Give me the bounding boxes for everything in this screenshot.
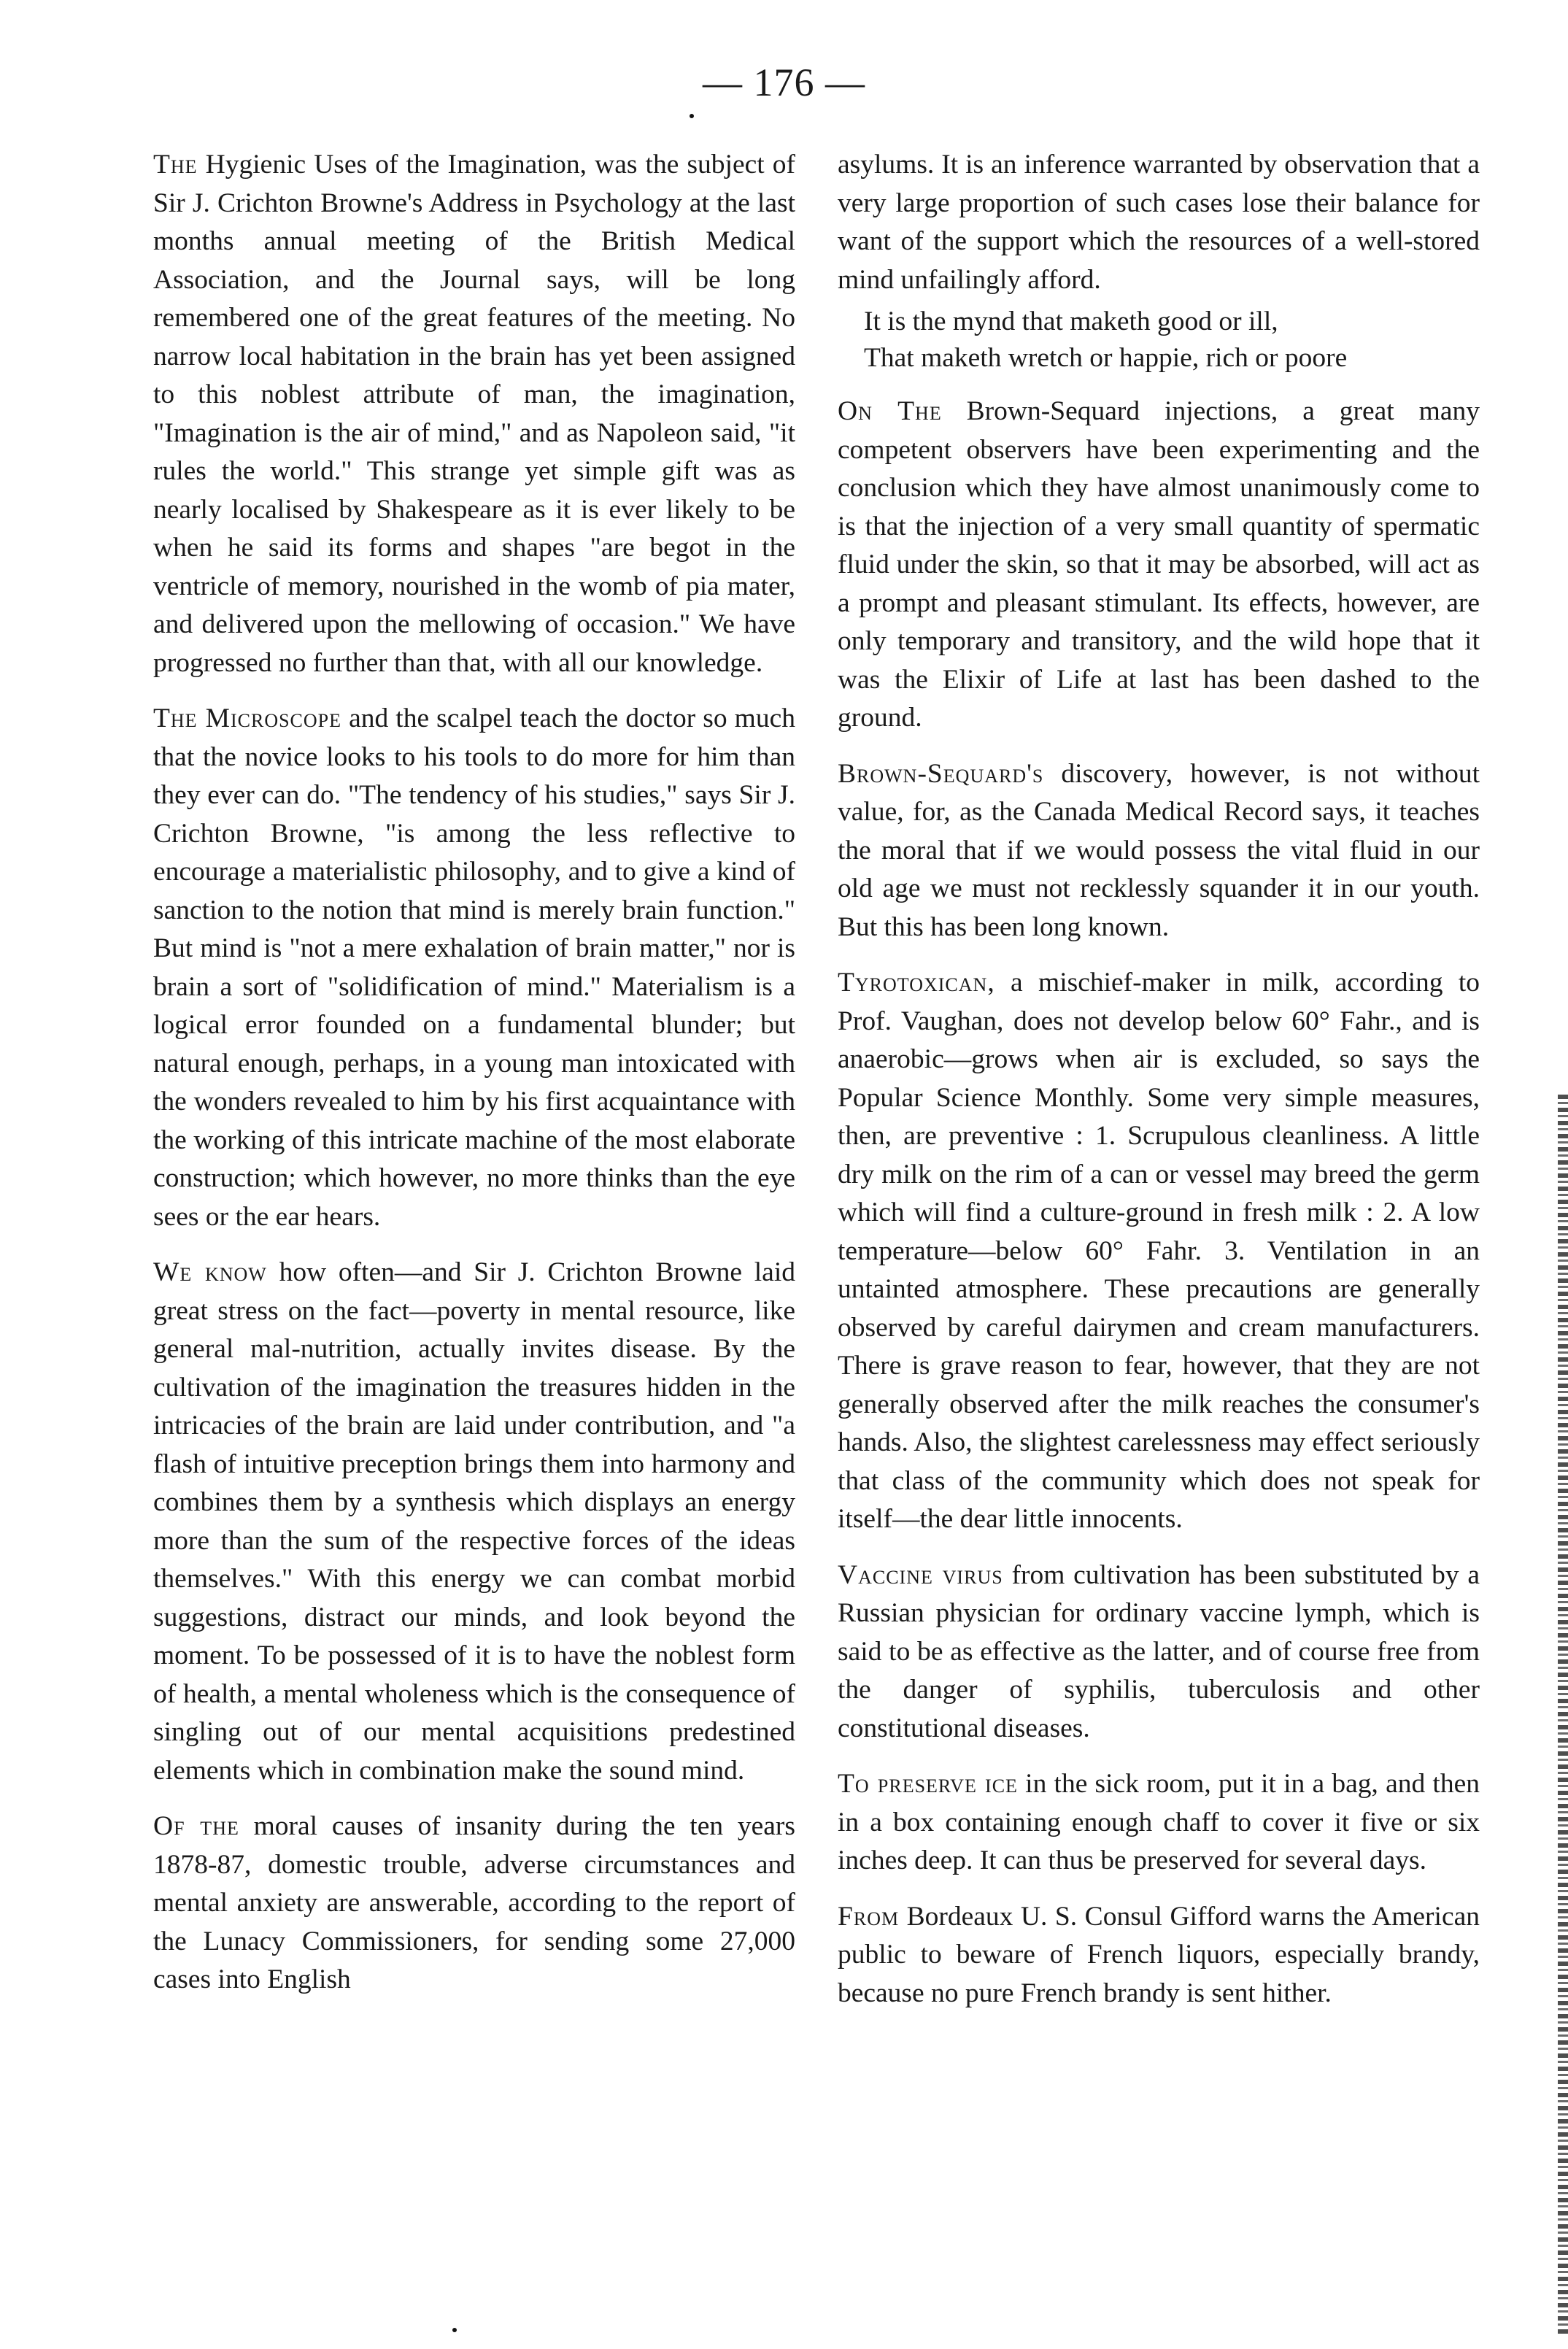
article-preserve-ice: [838, 1765, 1480, 1881]
lead-in: The: [153, 150, 198, 180]
paragraph-text: Bordeaux U. S. Consul Gifford warns the American public to beware of French liquors, especially brandy, because no pure French brandy is sent hither.: [838, 1901, 1480, 2008]
paragraph-text: in the sick room, put it in a bag, and then in a box containing enough chaff to cover it five or six inches deep. It can thus be preserved for several days.: [838, 1769, 1480, 1875]
paragraph-text: discovery, however, is not without value, for, as the Canada Medical Record says, it teaches the moral that if we would possess the vital fluid in our old age we must not recklessly squander it in our youth. But this has been long known.: [838, 758, 1480, 942]
lead-in: From: [838, 1901, 900, 1932]
article-tyrotoxican: [838, 964, 1480, 1539]
paragraph-text: moral causes of insanity during the ten years 1878-87, domestic trouble, adverse circumstances and mental anxiety are answerable, according to the report of the Lunacy Commissioners, for sending some 27,000 cases into English: [153, 1811, 795, 1994]
scan-speck: [690, 114, 694, 118]
left-column: [153, 146, 795, 2017]
paragraph-text: how often—and Sir J. Crichton Browne laid great stress on the fact—poverty in mental resource, like general mal-nutrition, actually invites disease. By the cultivation of the imagination the treasures hidden in the intricacies of the brain are laid under contribution, and "a flash of intuitive preception brings them into harmony and combines them by a synthesis which displays an energy more than the sum of the respective forces of the ideas themselves." With this energy we can combat morbid suggestions, distract our minds, and look beyond the moment. To be possessed of it is to have the noblest form of health, a mental wholeness which is the consequence of singling out of our mental acquisitions predestined elements which in combination make the sound mind.: [153, 1257, 795, 1786]
lead-in: Brown-Sequard's: [838, 758, 1044, 789]
lead-in: The Microscope: [153, 703, 342, 733]
paragraph-text: a mischief-maker in milk, according to Prof. Vaughan, does not develop below 60° Fahr., and is anaerobic—grows when air is excluded, so says the Popular Science Monthly. Some very simple measures, then, are preventive : 1. Scrupulous cleanliness. A little dry milk on the rim of a can or vessel may breed the germ which will find a culture-ground in fresh milk : 2. A low temperature—below 60° Fahr. 3. Ventilation in an untainted atmosphere. These precautions are generally observed by careful dairymen and cream manufacturers. There is grave reason to fear, however, that they are not generally observed after the milk reaches the consumer's hands. Also, the slightest carelessness may effect seriously that class of the community which does not speak for itself—the dear little innocents.: [838, 968, 1480, 1534]
article-continuation: asylums. It is an inference warranted by observation that a very large proportion of such cases lose their balance for want of the support which the resources of a well-stored mind unfailingly afford.: [838, 150, 1480, 295]
scan-speck: [452, 2328, 457, 2332]
article-imagination: [153, 146, 795, 682]
article-vaccine-virus: [838, 1557, 1480, 1748]
article-insanity-causes: [153, 1808, 795, 1999]
lead-in: Tyrotoxican,: [838, 968, 995, 998]
verse-quote: [838, 304, 1480, 377]
article-poverty-of-mind: [153, 1254, 795, 1790]
paragraph-text: Hygienic Uses of the Imagination, was the subject of Sir J. Crichton Browne's Address in Psychology at the last months annual meeting of the British Medical Association, and the Journal says, will be long remembered one of the great features of the meeting. No narrow local habitation in the brain has yet been assigned to this noblest attribute of man, the imagination, "Imagination is the air of mind," and as Napoleon said, "it rules the world." This strange yet simple gift was as nearly localised by Shakespeare as it is ever likely to be when he said its forms and shapes "are begot in the ventricle of memory, nourished in the womb of pia mater, and delivered upon the mellowing of occasion." We have progressed no further than that, with all our knowledge.: [153, 150, 795, 678]
scan-edge-artifact: [1558, 1095, 1568, 2335]
article-brown-sequard-discovery: [838, 755, 1480, 947]
lead-in: Vaccine virus: [838, 1559, 1003, 1590]
lead-in: To preserve ice: [838, 1769, 1018, 1799]
lead-in: Of the: [153, 1811, 239, 1841]
article-brown-sequard-injections: [838, 393, 1480, 738]
paragraph-text: and the scalpel teach the doctor so much that the novice looks to his tools to do more for him than they ever can do. "The tendency of his studies," says Sir J. Crichton Browne, "is among the less reflective to encourage a materialistic philosophy, and to give a kind of sanction to the notion that mind is merely brain function." But mind is "not a mere exhalation of brain matter," nor is brain a sort of "solidification of mind." Materialism is a logical error founded on a fundamental blunder; but natural enough, perhaps, in a young man intoxicated with the wonders revealed to him by his first acquaintance with the working of this intricate machine of the most elaborate construction; which however, no more thinks than the eye sees or the ear hears.: [153, 703, 795, 1232]
verse-line: It is the mynd that maketh good or ill,: [864, 306, 1278, 336]
article-french-brandy: [838, 1898, 1480, 2013]
right-column: [838, 146, 1480, 2030]
paragraph-text: Brown-Sequard injections, a great many competent observers have been experimenting and the conclusion which they have almost unanimously come to is that the injection of a very small quantity of spermatic fluid under the skin, so that it may be absorbed, will act as a prompt and pleasant stimulant. Its effects, however, are only temporary and transitory, and the wild hope that it was the Elixir of Life at last has been dashed to the ground.: [838, 396, 1480, 733]
verse-line: That maketh wretch or happie, rich or poore: [864, 343, 1348, 373]
paragraph-text: from cultivation has been substituted by a Russian physician for ordinary vaccine lymph, which is said to be as effective as the latter, and of course free from the danger of syphilis, tuberculosis and other constitutional diseases.: [838, 1559, 1480, 1743]
page-number: — 176 —: [703, 61, 865, 104]
lead-in: We know: [153, 1257, 267, 1287]
article-microscope: [153, 700, 795, 1236]
lead-in: On The: [838, 396, 942, 426]
